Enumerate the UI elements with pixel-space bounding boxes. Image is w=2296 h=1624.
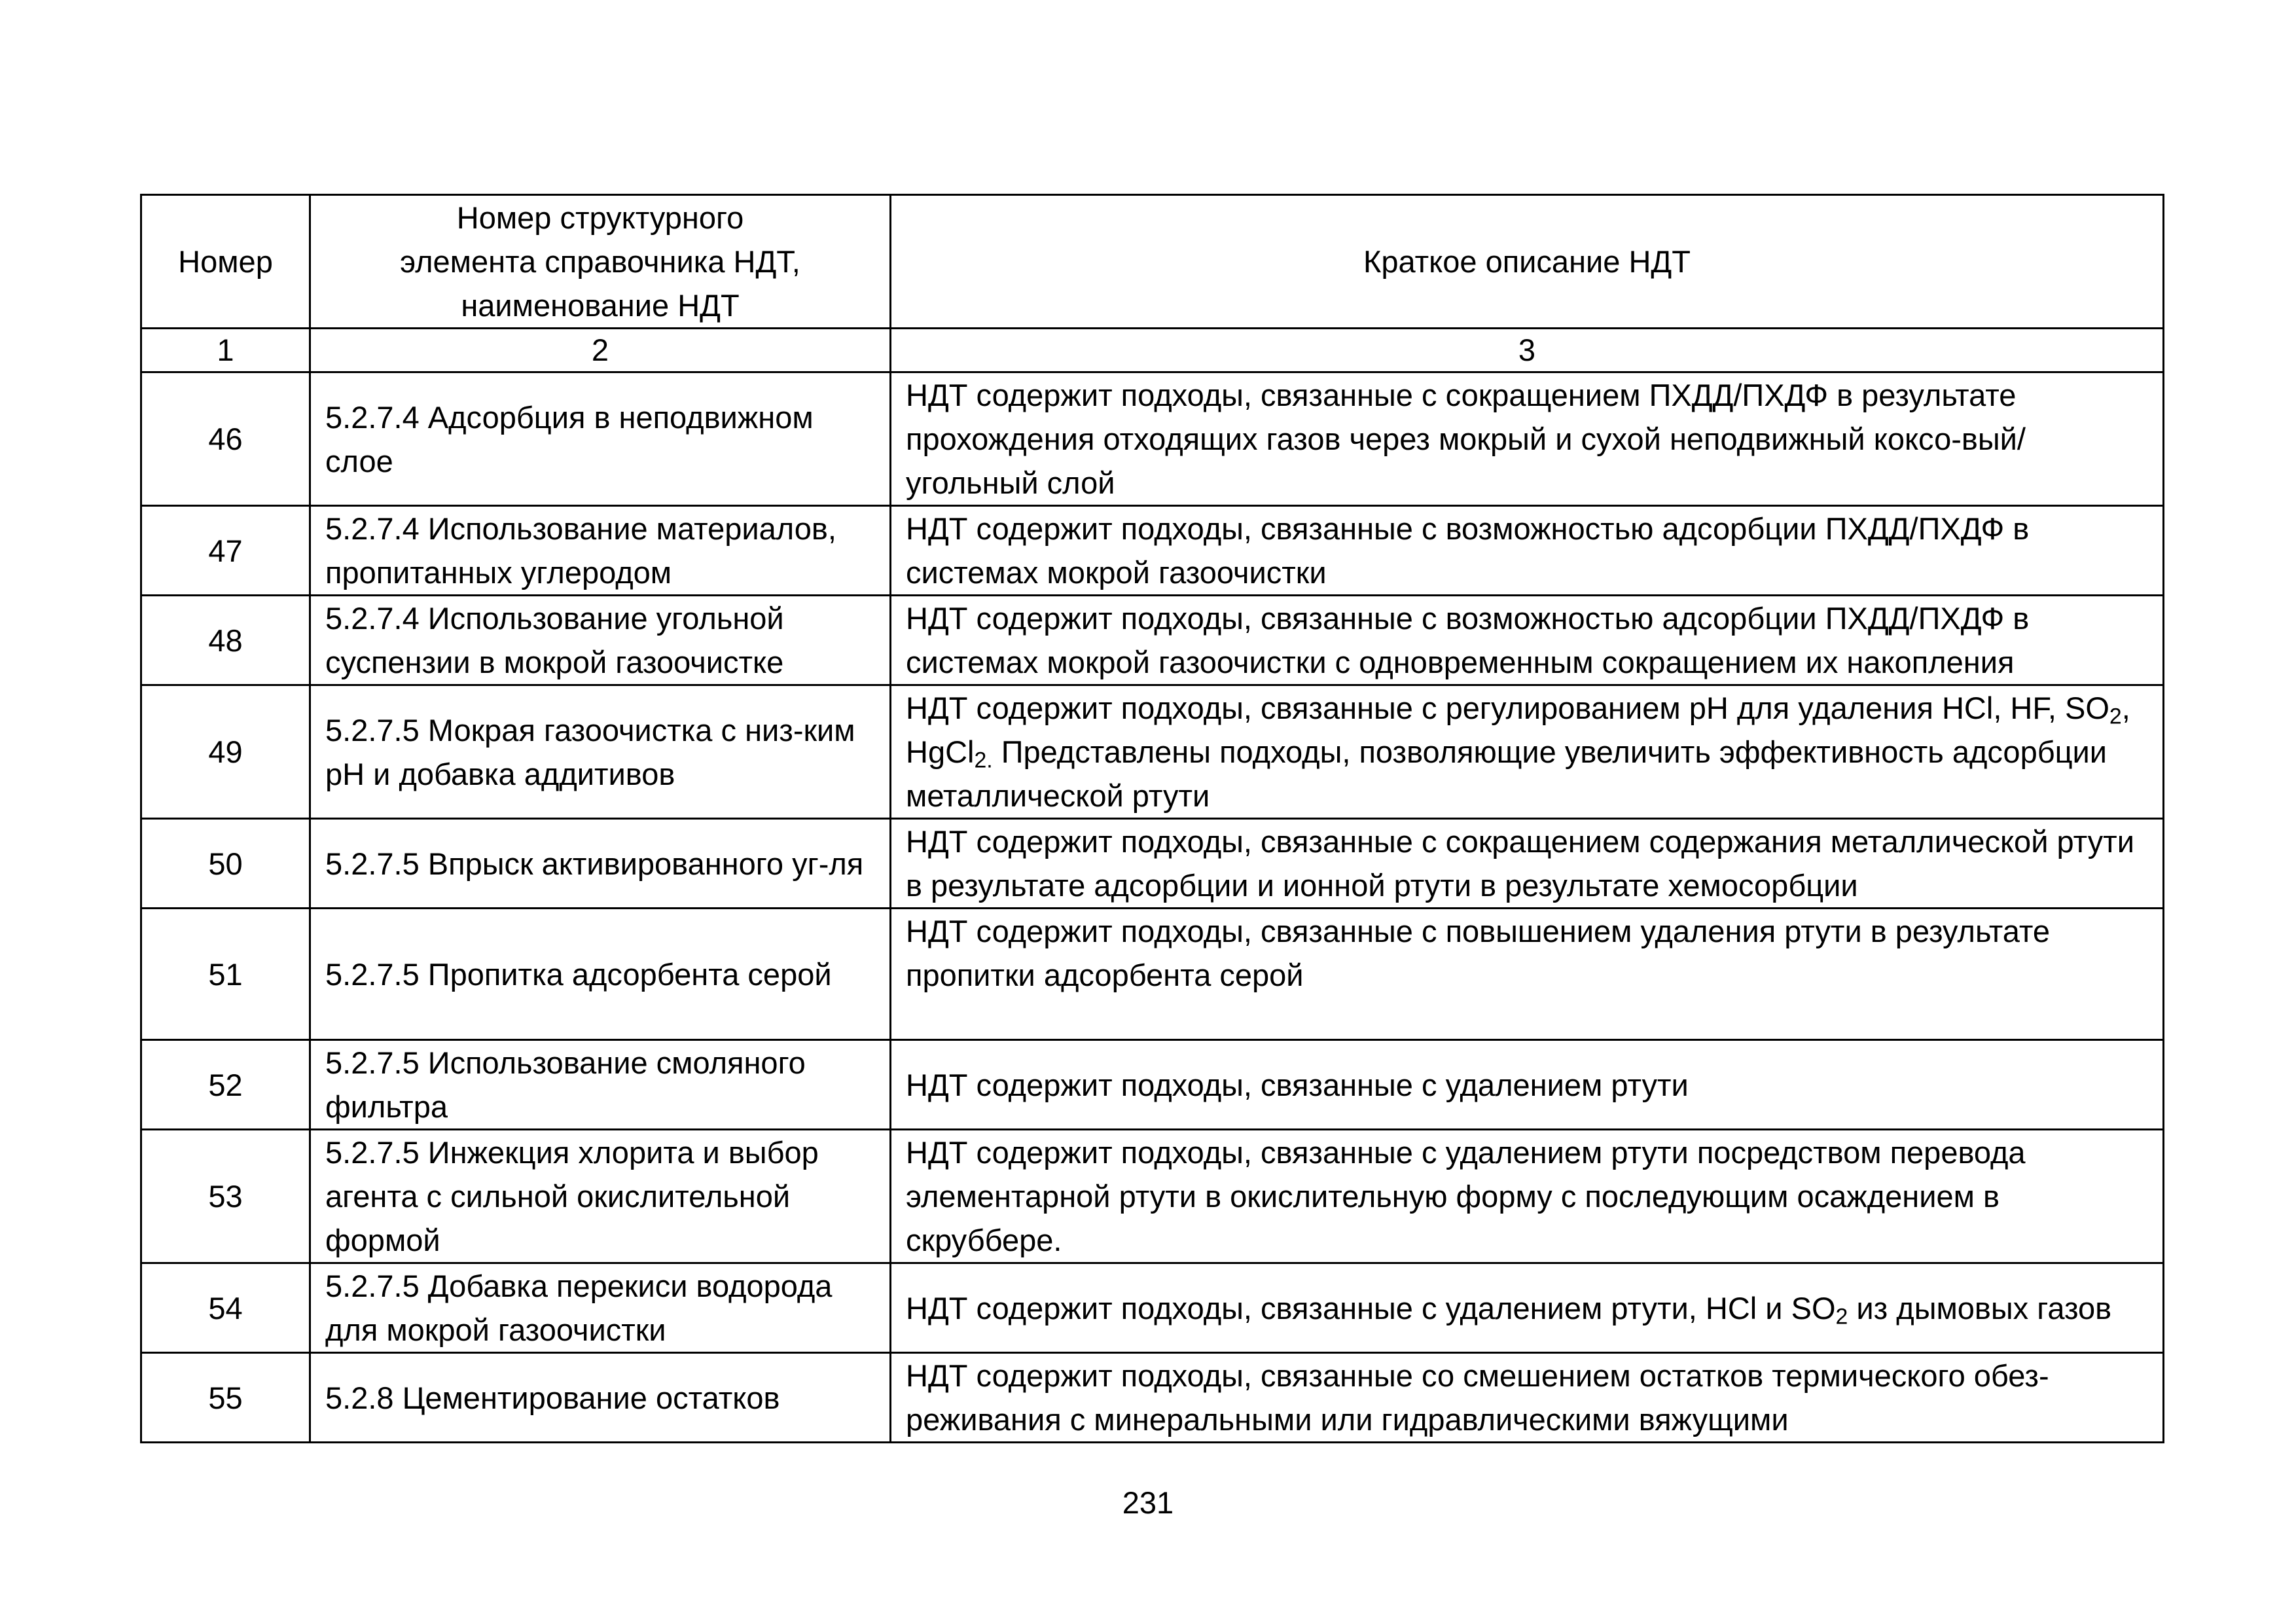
- header-structural-element-line-2: элемента справочника НДТ,: [400, 244, 800, 279]
- row-description: НДТ содержит подходы, связанные с возможностью адсорбции ПХДД/ПХДФ в системах мокрой газоочистки: [891, 506, 2164, 596]
- row-number: 51: [141, 909, 310, 1040]
- subscript: 2.: [974, 748, 993, 773]
- table-row: [141, 1130, 2164, 1263]
- row-name: 5.2.7.4 Адсорбция в неподвижном слое: [310, 372, 891, 506]
- row-name: 5.2.7.5 Впрыск активированного уг-ля: [310, 819, 891, 909]
- row-description: [891, 685, 2164, 819]
- row-description-text-a: НДТ содержит подходы, связанные с регулированием pH для удаления HCl, HF, SO: [906, 691, 2109, 725]
- row-name: 5.2.7.5 Добавка перекиси водорода для мокрой газоочистки: [310, 1263, 891, 1353]
- row-number: 53: [141, 1130, 310, 1263]
- subscript: 2: [1835, 1303, 1848, 1329]
- table-row: [141, 1353, 2164, 1443]
- row-name: 5.2.7.5 Пропитка адсорбента серой: [310, 909, 891, 1040]
- table-row: [141, 685, 2164, 819]
- column-number-1: 1: [141, 329, 310, 372]
- header-description: Краткое описание НДТ: [891, 195, 2164, 329]
- row-description: НДТ содержит подходы, связанные с повышением удаления ртути в результате пропитки адсорбента серой: [891, 909, 2164, 1040]
- row-description-text-c: Представлены подходы, позволяющие увеличить эффективность адсорбции металлической ртути: [906, 734, 2108, 813]
- row-description-text-a: НДТ содержит подходы, связанные с удалением ртути, HCl и SO: [906, 1290, 1836, 1326]
- row-description: НДТ содержит подходы, связанные с сокращением ПХДД/ПХДФ в результате прохождения отходящих газов через мокрый и сухой неподвижный коксо-вый/угольный слой: [891, 372, 2164, 506]
- column-number-3: 3: [891, 329, 2164, 372]
- table-row: [141, 372, 2164, 506]
- row-description: НДТ содержит подходы, связанные с возможностью адсорбции ПХДД/ПХДФ в системах мокрой газоочистки с одновременным сокращением их накопления: [891, 596, 2164, 685]
- row-number: 48: [141, 596, 310, 685]
- row-number: 52: [141, 1040, 310, 1130]
- row-number: 54: [141, 1263, 310, 1353]
- row-name: 5.2.8 Цементирование остатков: [310, 1353, 891, 1443]
- row-number: 55: [141, 1353, 310, 1443]
- row-description: НДТ содержит подходы, связанные с удалением ртути посредством перевода элементарной ртути в окислительную форму с последующим осаждением в скруббере.: [891, 1130, 2164, 1263]
- row-name: 5.2.7.5 Мокрая газоочистка с низ-ким pH и добавка аддитивов: [310, 685, 891, 819]
- header-structural-element-line-1: Номер структурного: [456, 200, 744, 235]
- column-number-row: [141, 329, 2164, 372]
- row-number: 46: [141, 372, 310, 506]
- row-number: 49: [141, 685, 310, 819]
- table-row: [141, 909, 2164, 1040]
- page-number: 231: [1122, 1485, 1174, 1520]
- row-name: 5.2.7.5 Инжекция хлорита и выбор агента с сильной окислительной формой: [310, 1130, 891, 1263]
- row-name: 5.2.7.4 Использование угольной суспензии в мокрой газоочистке: [310, 596, 891, 685]
- column-number-2: 2: [310, 329, 891, 372]
- row-description: НДТ содержит подходы, связанные с сокращением содержания металлической ртути в результате адсорбции и ионной ртути в результате хемосорбции: [891, 819, 2164, 909]
- table-row: [141, 1263, 2164, 1353]
- row-name: 5.2.7.5 Использование смоляного фильтра: [310, 1040, 891, 1130]
- row-description: НДТ содержит подходы, связанные с удалением ртути: [891, 1040, 2164, 1130]
- bat-table: [140, 194, 2164, 1443]
- row-number: 47: [141, 506, 310, 596]
- table-row: [141, 1040, 2164, 1130]
- table-header: [141, 195, 2164, 372]
- header-number: Номер: [141, 195, 310, 329]
- table-row: [141, 819, 2164, 909]
- table-row: [141, 596, 2164, 685]
- subscript: 2: [2109, 704, 2122, 729]
- row-number: 50: [141, 819, 310, 909]
- row-description: НДТ содержит подходы, связанные со смешением остатков термического обез-реживания с минеральными или гидравлическими вяжущими: [891, 1353, 2164, 1443]
- row-name: 5.2.7.4 Использование материалов, пропитанных углеродом: [310, 506, 891, 596]
- row-description: [891, 1263, 2164, 1353]
- table-body: [141, 372, 2164, 1443]
- header-structural-element-line-3: наименование НДТ: [461, 288, 740, 323]
- header-structural-element: [310, 195, 891, 329]
- row-description-text-b: из дымовых газов: [1848, 1290, 2112, 1326]
- header-row: [141, 195, 2164, 329]
- row-description-text-b: , HgCl: [906, 691, 2130, 769]
- table-row: [141, 506, 2164, 596]
